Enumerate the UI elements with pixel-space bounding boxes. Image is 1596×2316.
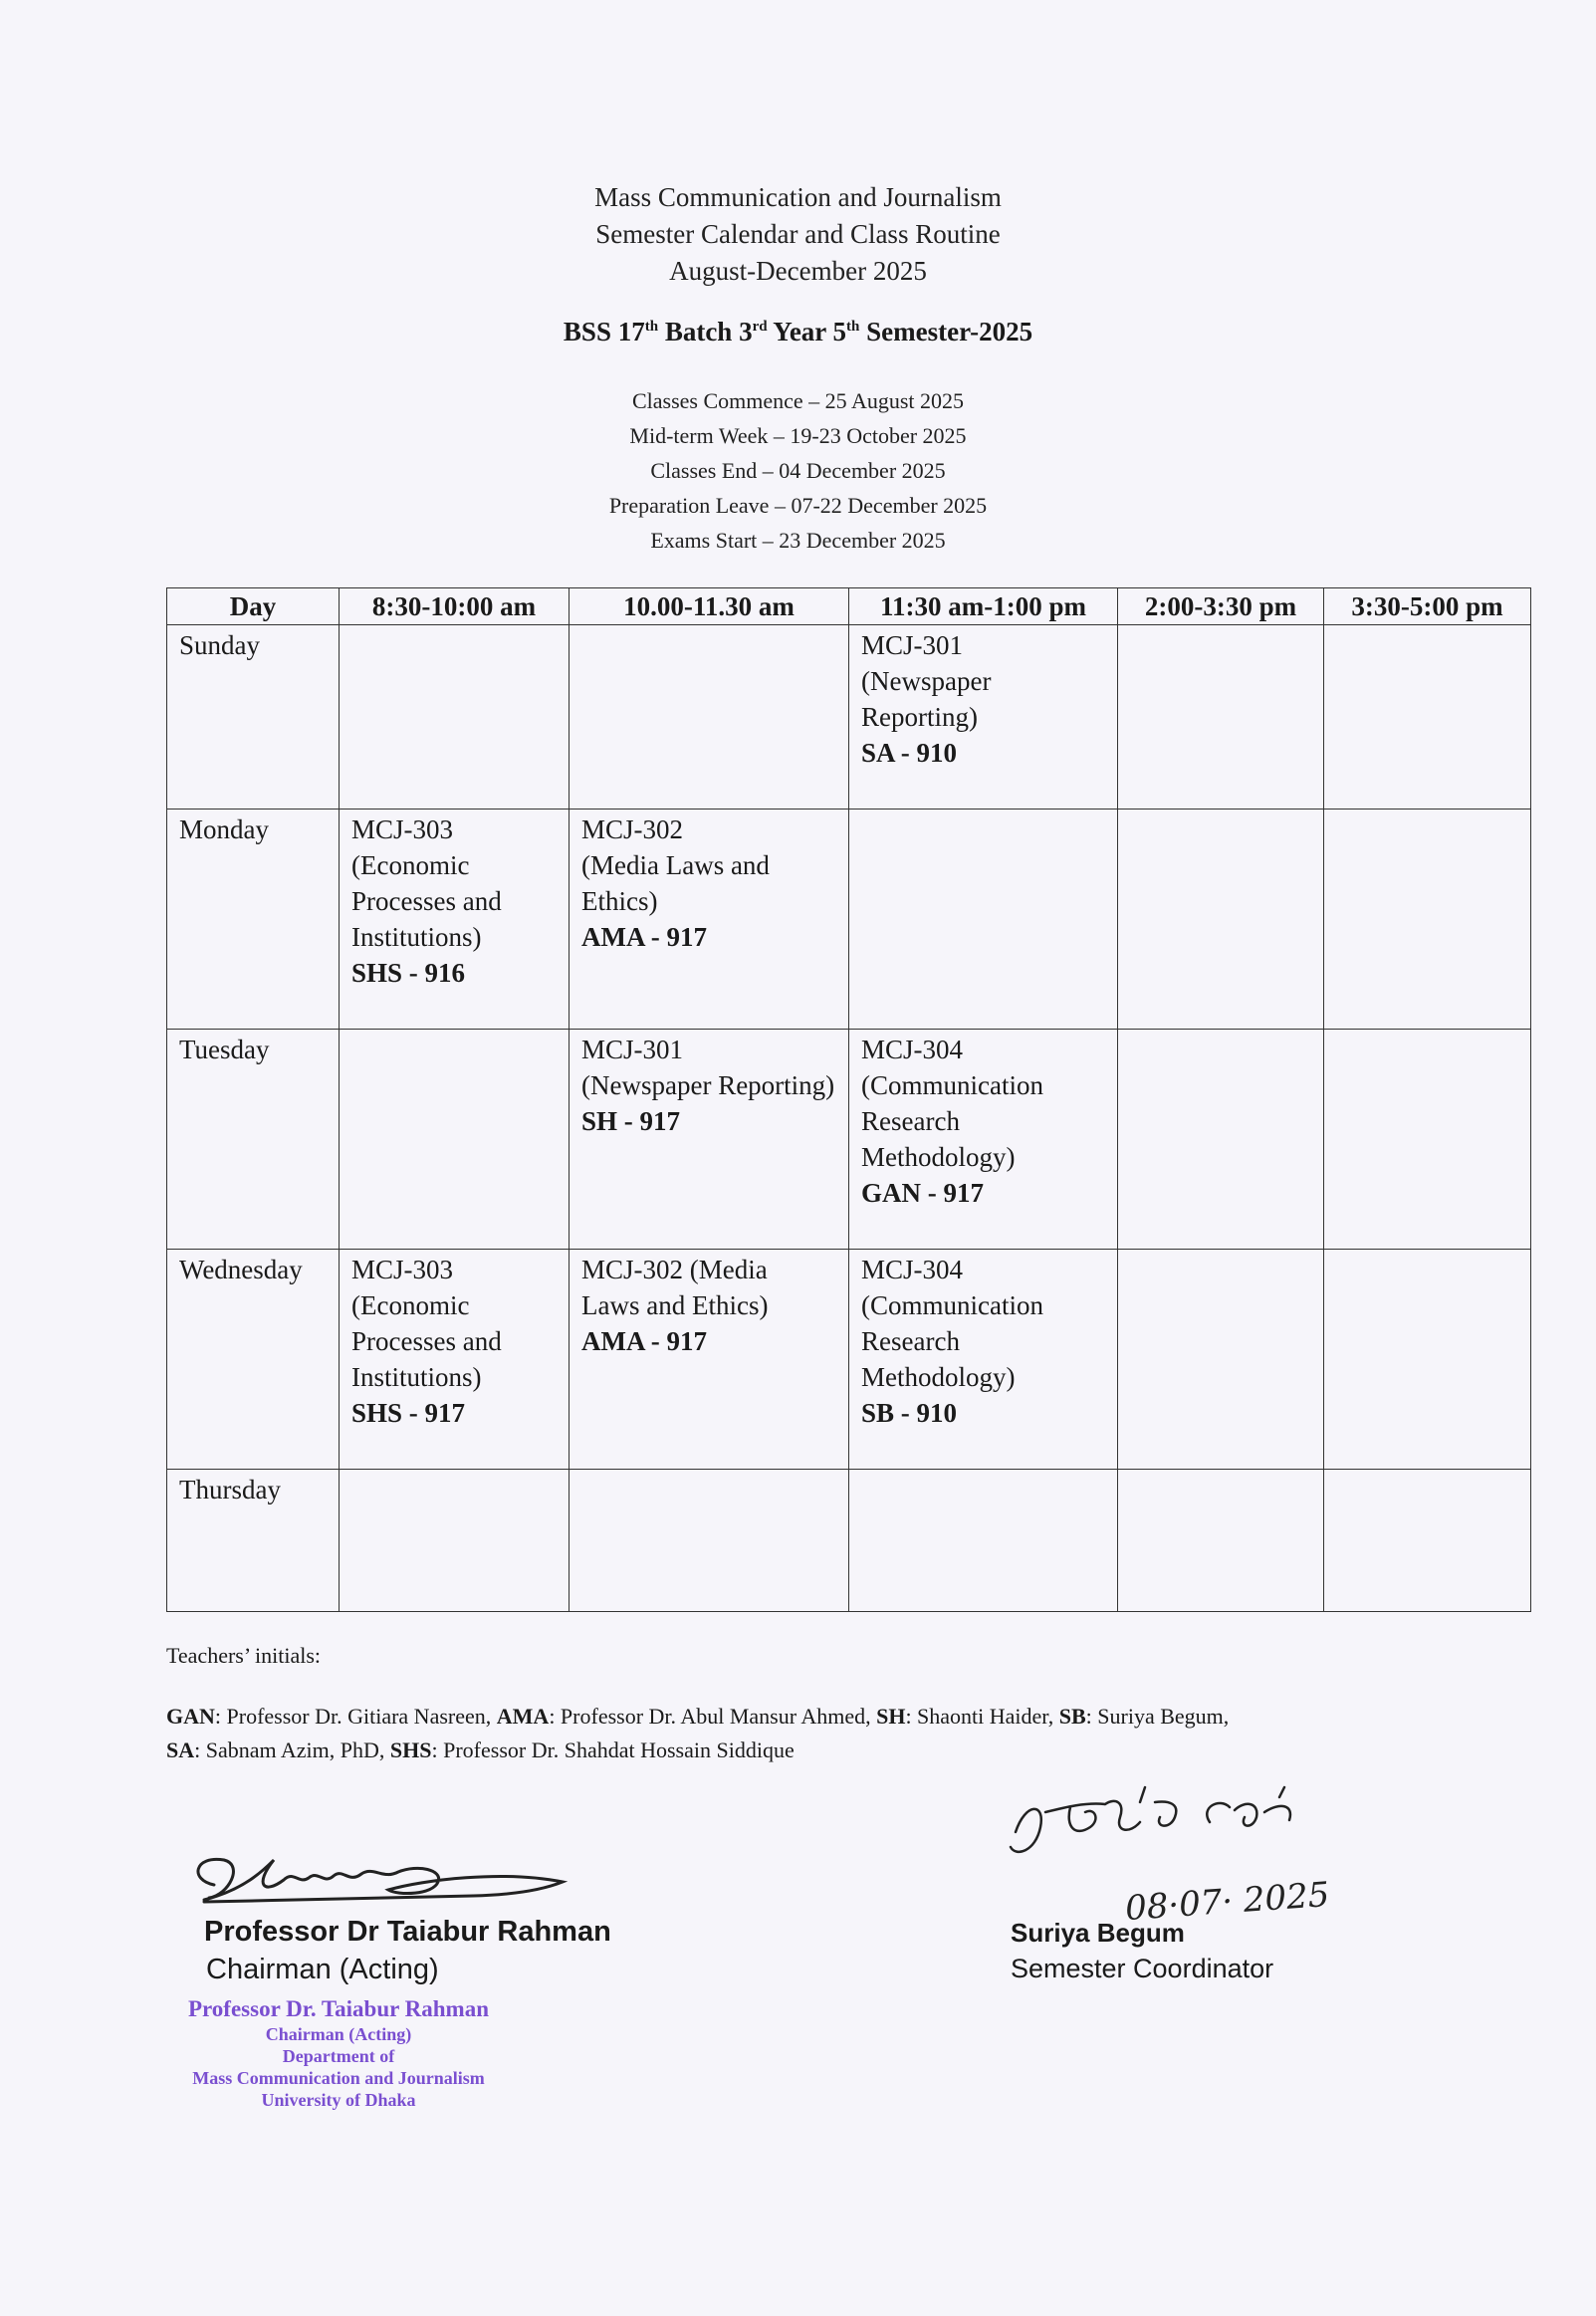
date-classes-commence: Classes Commence – 25 August 2025 bbox=[631, 388, 965, 413]
teacher-room: SH - 917 bbox=[581, 1106, 681, 1136]
teacher-room: GAN - 917 bbox=[861, 1178, 984, 1208]
chairman-role: Chairman (Acting) bbox=[206, 1954, 439, 1985]
slot-cell bbox=[340, 1030, 570, 1250]
slot-cell bbox=[849, 1470, 1118, 1612]
teacher-room: SHS - 917 bbox=[351, 1398, 466, 1428]
teacher-initial: SH bbox=[876, 1704, 906, 1729]
teacher-name: : Suriya Begum, bbox=[1085, 1704, 1230, 1729]
day-cell: Thursday bbox=[167, 1470, 340, 1612]
teacher-initial: SA bbox=[166, 1737, 195, 1762]
teacher-room: SHS - 916 bbox=[351, 958, 466, 988]
date-classes-end: Classes End – 04 December 2025 bbox=[650, 458, 946, 483]
teacher-name: : Professor Dr. Shahdat Hossain Siddique bbox=[431, 1737, 795, 1762]
coordinator-role: Semester Coordinator bbox=[1011, 1954, 1274, 1983]
teachers-initials-legend bbox=[166, 1700, 1500, 1767]
slot-cell bbox=[570, 810, 849, 1030]
semester-period: August-December 2025 bbox=[669, 256, 927, 286]
teachers-initials-label: Teachers’ initials: bbox=[166, 1643, 322, 1668]
slot-cell bbox=[1324, 1250, 1531, 1470]
course-code: MCJ-301 bbox=[861, 630, 964, 660]
date-exams-start: Exams Start – 23 December 2025 bbox=[650, 528, 946, 553]
batch-title-sup: rd bbox=[752, 319, 768, 335]
chairman-signature bbox=[184, 1840, 602, 1920]
slot-cell bbox=[1118, 1470, 1324, 1612]
coordinator-signature bbox=[996, 1772, 1414, 1892]
teacher-name: : Professor Dr. Abul Mansur Ahmed, bbox=[549, 1704, 877, 1729]
course-title: (Economic Processes and Institutions) bbox=[351, 1290, 502, 1392]
slot-cell bbox=[570, 625, 849, 810]
class-routine-table bbox=[166, 587, 1531, 1612]
column-header-slot-4: 2:00-3:30 pm bbox=[1118, 588, 1324, 625]
document-header bbox=[0, 179, 1596, 290]
course-code: MCJ-304 bbox=[861, 1255, 964, 1284]
slot-cell bbox=[1118, 625, 1324, 810]
date-midterm-week: Mid-term Week – 19-23 October 2025 bbox=[629, 423, 967, 448]
slot-cell bbox=[570, 1470, 849, 1612]
course-title: (Newspaper Reporting) bbox=[861, 666, 992, 732]
slot-cell bbox=[340, 1470, 570, 1612]
official-stamp bbox=[179, 1995, 498, 2111]
teacher-initial: SB bbox=[1058, 1704, 1086, 1729]
coordinator-name: Suriya Begum bbox=[1011, 1918, 1185, 1948]
course-title: Laws and Ethics) bbox=[581, 1290, 769, 1320]
batch-title-part: BSS 17 bbox=[563, 317, 645, 347]
slot-cell bbox=[1324, 810, 1531, 1030]
course-code: MCJ-303 bbox=[351, 814, 454, 844]
course-code: MCJ-302 bbox=[581, 814, 684, 844]
table-row bbox=[167, 1250, 1531, 1470]
slot-cell bbox=[849, 1030, 1118, 1250]
teacher-initial: GAN bbox=[166, 1704, 215, 1729]
document-title: Semester Calendar and Class Routine bbox=[595, 219, 1001, 249]
slot-cell bbox=[849, 810, 1118, 1030]
teacher-initial: AMA bbox=[496, 1704, 550, 1729]
table-header-row bbox=[167, 588, 1531, 625]
batch-title-sup: th bbox=[846, 319, 860, 335]
slot-cell bbox=[1118, 810, 1324, 1030]
course-title: (Communication Research Methodology) bbox=[861, 1070, 1043, 1172]
course-title: (Newspaper Reporting) bbox=[581, 1070, 835, 1100]
slot-cell bbox=[570, 1250, 849, 1470]
batch-title-part: Year 5 bbox=[767, 317, 847, 347]
course-title: (Economic Processes and Institutions) bbox=[351, 850, 502, 952]
day-cell: Sunday bbox=[167, 625, 340, 810]
coordinator-signature-date: 08·07· 2025 bbox=[1123, 1874, 1331, 1930]
department-title: Mass Communication and Journalism bbox=[594, 182, 1002, 212]
slot-cell bbox=[340, 625, 570, 810]
column-header-day: Day bbox=[167, 588, 340, 625]
column-header-slot-5: 3:30-5:00 pm bbox=[1324, 588, 1531, 625]
slot-cell bbox=[1324, 625, 1531, 810]
column-header-slot-2: 10.00-11.30 am bbox=[570, 588, 849, 625]
teacher-room: AMA - 917 bbox=[581, 922, 707, 952]
batch-title-sup: th bbox=[644, 319, 659, 335]
slot-cell bbox=[1118, 1030, 1324, 1250]
slot-cell bbox=[1324, 1030, 1531, 1250]
slot-cell bbox=[849, 625, 1118, 810]
batch-title bbox=[0, 317, 1596, 347]
teacher-initial: SHS bbox=[389, 1737, 432, 1762]
slot-cell bbox=[340, 810, 570, 1030]
day-cell: Monday bbox=[167, 810, 340, 1030]
stamp-line: University of Dhaka bbox=[261, 2090, 416, 2110]
column-header-slot-3: 11:30 am-1:00 pm bbox=[849, 588, 1118, 625]
course-code: MCJ-303 bbox=[351, 1255, 454, 1284]
course-code: MCJ-304 bbox=[861, 1035, 964, 1064]
batch-title-part: Semester-2025 bbox=[859, 317, 1033, 347]
course-code: MCJ-302 (Media bbox=[581, 1255, 768, 1284]
teacher-room: SA - 910 bbox=[861, 738, 958, 768]
course-title: (Media Laws and Ethics) bbox=[581, 850, 770, 916]
date-preparation-leave: Preparation Leave – 07-22 December 2025 bbox=[608, 493, 988, 518]
course-title: (Communication Research Methodology) bbox=[861, 1290, 1043, 1392]
teacher-name: : Shaonti Haider, bbox=[905, 1704, 1059, 1729]
stamp-line: Department of bbox=[282, 2046, 395, 2066]
table-row bbox=[167, 1030, 1531, 1250]
slot-cell bbox=[1118, 1250, 1324, 1470]
semester-dates bbox=[0, 383, 1596, 558]
column-header-slot-1: 8:30-10:00 am bbox=[340, 588, 570, 625]
slot-cell bbox=[340, 1250, 570, 1470]
teacher-room: SB - 910 bbox=[861, 1398, 958, 1428]
slot-cell bbox=[849, 1250, 1118, 1470]
table-row bbox=[167, 810, 1531, 1030]
batch-title-part: Batch 3 bbox=[658, 317, 753, 347]
day-cell: Wednesday bbox=[167, 1250, 340, 1470]
slot-cell bbox=[1324, 1470, 1531, 1612]
teacher-room: AMA - 917 bbox=[581, 1326, 707, 1356]
teacher-name: : Sabnam Azim, PhD, bbox=[194, 1737, 390, 1762]
chairman-name: Professor Dr Taiabur Rahman bbox=[204, 1916, 611, 1948]
table-row bbox=[167, 1470, 1531, 1612]
course-code: MCJ-301 bbox=[581, 1035, 684, 1064]
teacher-name: : Professor Dr. Gitiara Nasreen, bbox=[214, 1704, 497, 1729]
stamp-line: Mass Communication and Journalism bbox=[192, 2068, 485, 2088]
table-row bbox=[167, 625, 1531, 810]
stamp-line: Professor Dr. Taiabur Rahman bbox=[187, 1996, 490, 2021]
slot-cell bbox=[570, 1030, 849, 1250]
day-cell: Tuesday bbox=[167, 1030, 340, 1250]
stamp-line: Chairman (Acting) bbox=[265, 2024, 412, 2044]
